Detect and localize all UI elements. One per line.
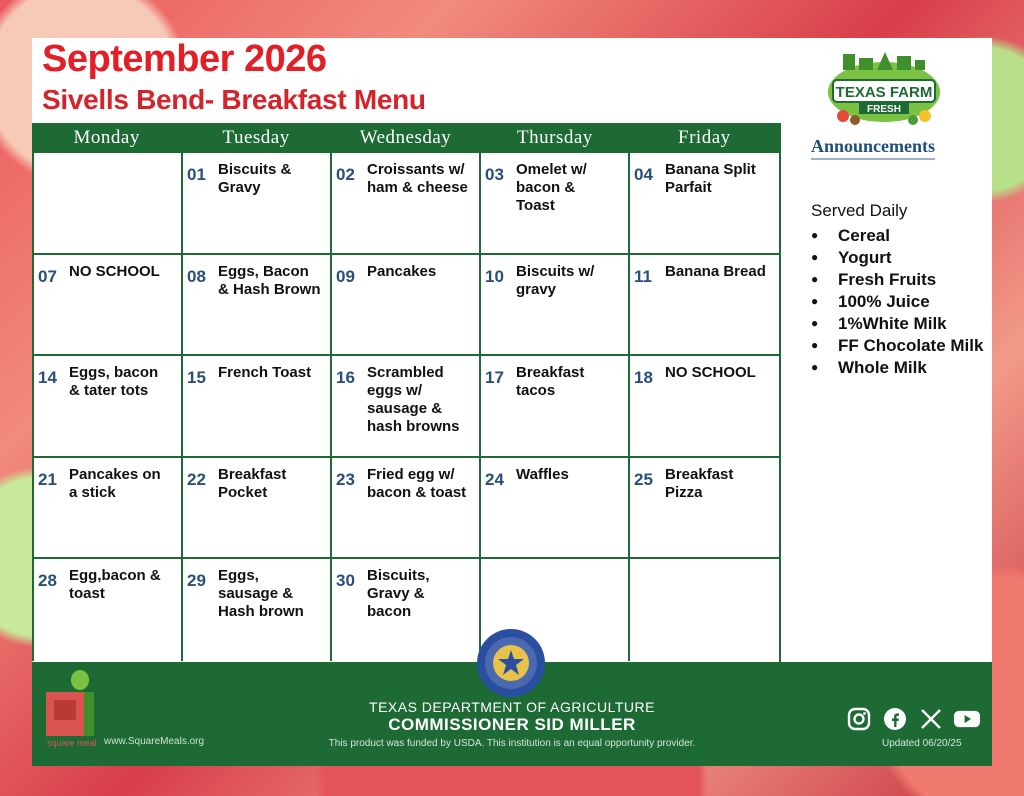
day-number: 30 [336,571,355,591]
calendar-cell [34,356,183,458]
calendar-cell [332,559,481,661]
meal-text: Banana Split Parfait [665,161,756,196]
served-daily-item: ● Fresh Fruits [811,269,983,290]
meal-text: Pancakes [367,262,437,280]
served-daily-title: Served Daily [811,201,908,220]
day-number: 17 [485,368,504,388]
day-number: 09 [336,266,355,286]
instagram-icon[interactable] [846,706,872,732]
served-daily-item: ● FF Chocolate Milk [811,335,983,356]
meal-text: Banana Bread [665,262,766,280]
meal-text: Egg,bacon & toast [69,567,161,603]
usda-disclaimer: This product was funded by USDA. This institution is an equal opportunity provider. [328,738,696,749]
day-number: 28 [38,571,57,591]
calendar-cell [481,255,630,357]
day-number: 16 [336,368,355,388]
day-number: 08 [187,266,206,286]
svg-text:square meals: square meals [47,738,96,748]
meal-text: Biscuits w/ gravy [516,262,595,298]
page-subtitle: Sivells Bend- Breakfast Menu [42,84,426,115]
x-icon[interactable] [918,706,944,732]
footer [32,662,992,766]
served-daily-item: ● Cereal [811,225,983,246]
calendar-cell [34,458,183,560]
announcements-heading: Announcements [811,136,935,160]
served-daily-item: ● 1%White Milk [811,313,983,334]
calendar-cell [630,559,779,661]
meal-text: Biscuits, Gravy & bacon [367,567,430,621]
youtube-icon[interactable] [954,706,980,732]
agency-name: TEXAS DEPARTMENT OF AGRICULTURE [369,699,655,715]
meal-text: Scrambled eggs w/ sausage & hash browns [367,364,460,436]
page-title: September 2026 [42,38,327,80]
day-number: 07 [38,266,57,286]
meal-text: Breakfast Pocket [218,465,287,501]
meal-text: NO SCHOOL [665,364,756,382]
day-number: 21 [38,469,57,489]
svg-text:TEXAS FARM: TEXAS FARM [835,84,933,101]
weekday-header [32,123,779,153]
meal-text: Waffles [516,465,569,483]
day-number: 24 [485,469,504,489]
weekday-wednesday: Wednesday [359,127,452,148]
weekday-friday: Friday [678,127,731,148]
calendar-cell [183,559,332,661]
sidebar [781,38,992,662]
meal-text: Eggs, bacon & tater tots [69,364,159,400]
day-number: 18 [634,368,653,388]
day-number: 14 [38,368,57,388]
day-number: 02 [336,165,355,184]
menu-card [32,38,992,766]
weekday-tuesday: Tuesday [222,127,290,148]
day-number: 04 [634,165,653,184]
day-number: 22 [187,469,206,489]
meal-text: Breakfast Pizza [665,465,734,501]
day-number: 25 [634,469,653,489]
day-number: 29 [187,571,206,591]
day-number: 03 [485,165,504,184]
commissioner-name: COMMISSIONER SID MILLER [388,715,636,734]
calendar-grid [32,153,779,661]
calendar-cell [630,153,779,255]
tda-seal [476,628,546,698]
served-daily [811,201,983,379]
day-number: 23 [336,469,355,489]
calendar-cell [183,458,332,560]
svg-text:FRESH: FRESH [867,104,901,115]
calendar-cell [34,255,183,357]
calendar-cell [34,153,183,255]
meal-text: French Toast [218,364,312,382]
facebook-icon[interactable] [882,706,908,732]
weekday-monday: Monday [73,127,140,148]
meal-text: Pancakes on a stick [69,465,161,501]
day-number: 15 [187,368,206,388]
meal-text: Biscuits & Gravy [218,161,292,196]
meal-text: Eggs, Bacon & Hash Brown [218,262,321,298]
calendar-cell [183,153,332,255]
meal-text: Breakfast tacos [516,364,585,400]
day-number: 10 [485,266,504,286]
calendar [32,123,781,664]
day-number: 11 [634,266,652,286]
calendar-cell [183,255,332,357]
calendar-cell [332,458,481,560]
meal-text: Croissants w/ ham & cheese [367,161,468,196]
calendar-cell [332,255,481,357]
calendar-cell [332,356,481,458]
social-links [846,706,980,732]
meal-text: Fried egg w/ bacon & toast [367,465,467,501]
calendar-cell [481,356,630,458]
calendar-cell [630,458,779,560]
calendar-cell [332,153,481,255]
meal-text: NO SCHOOL [69,262,160,280]
site-link[interactable]: www.SquareMeals.org [104,736,205,747]
calendar-cell [481,458,630,560]
calendar-cell [630,255,779,357]
weekday-thursday: Thursday [517,127,593,148]
served-daily-list [811,225,983,378]
served-daily-item: ● 100% Juice [811,291,983,312]
meal-text: Eggs, sausage & Hash brown [218,567,304,621]
meal-text: Omelet w/ bacon & Toast [516,161,587,214]
served-daily-item: ● Whole Milk [811,357,983,378]
updated-date: Updated 06/20/25 [882,738,962,749]
served-daily-item: ● Yogurt [811,247,983,268]
calendar-cell [183,356,332,458]
day-number: 01 [187,165,206,184]
calendar-cell [34,559,183,661]
texas-farm-fresh-logo [825,46,943,128]
calendar-cell [481,153,630,255]
calendar-cell [630,356,779,458]
